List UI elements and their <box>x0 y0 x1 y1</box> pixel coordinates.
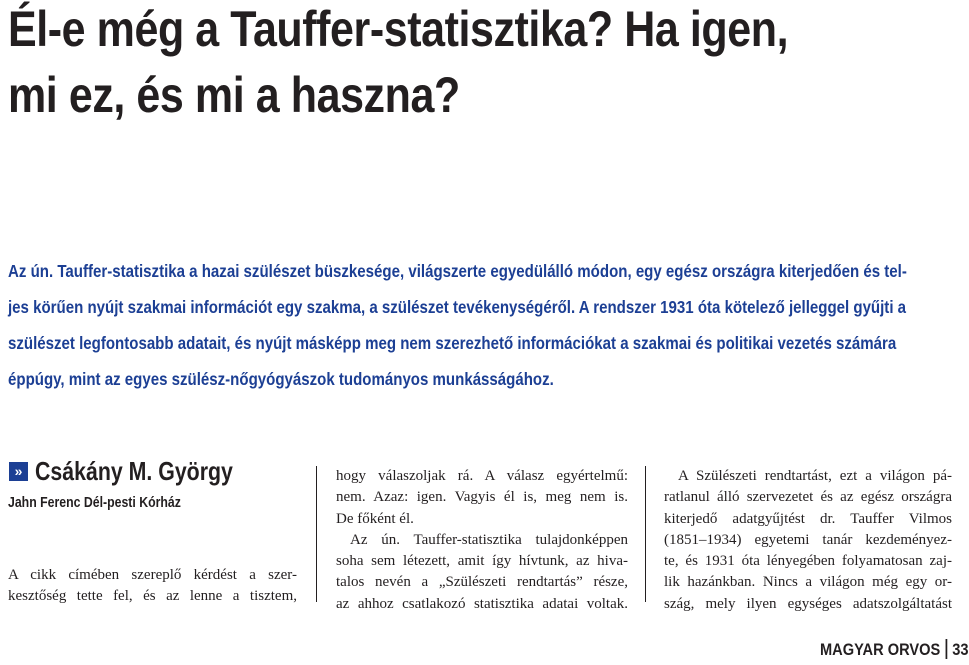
article-title <box>8 1 821 136</box>
lead-line: jes körűen nyújt szakmai információt egy szakma, a szülészet tevékenységéről. A rendszer 1931 óta kötelező jelleggel gyűjti a <box>8 297 907 317</box>
body-line: te, és 1931 óta lényegében folyamatosan zaj- <box>664 553 952 570</box>
body-line: A cikk címében szereplő kérdést a szer- <box>8 567 297 583</box>
lead-line: Az ún. Tauffer-statisztika a hazai szülészet büszkesége, világszerte egyedülálló módon, egy egész országra kiterjedően és tel- <box>8 261 907 281</box>
journal-name: MAGYAR ORVOS <box>820 640 941 659</box>
column-divider <box>316 466 317 602</box>
column-divider <box>645 466 646 602</box>
lead-paragraph <box>8 253 954 397</box>
body-line: De főként él. <box>336 510 414 527</box>
body-line: hogy válaszoljak rá. A válasz egyértelmű: <box>336 468 628 484</box>
footer-separator <box>945 639 947 659</box>
page-footer <box>820 639 969 661</box>
lead-line: szülészet legfontosabb adatait, és nyújt másképp meg nem szerezhető információkat a szakmai és politikai vezetés számára <box>8 333 897 353</box>
body-column-2 <box>336 466 628 615</box>
lead-line: éppúgy, mint az egyes szülész-nőgyógyászok tudományos munkásságához. <box>8 369 554 389</box>
author-affiliation: Jahn Ferenc Dél-pesti Kórház <box>8 494 181 511</box>
author-arrow-icon: » <box>9 462 28 481</box>
body-line: Az ún. Tauffer-statisztika tulajdonképpen <box>350 531 628 548</box>
body-line: nem. Azaz: igen. Vagyis él is, meg nem is. <box>336 489 628 506</box>
body-line: ratlanul álló szervezetet és az egész országra <box>664 489 952 506</box>
page-number: 33 <box>952 640 969 659</box>
title-line-1: Él-e még a Tauffer-statisztika? Ha igen, <box>8 1 789 57</box>
body-column-1 <box>8 565 297 608</box>
body-line: kiterjedő adatgyűjtést dr. Tauffer Vilmos <box>664 510 952 527</box>
body-line: lik hazánkban. Nincs a világon még egy or- <box>664 574 952 591</box>
body-line: soha sem létezett, amit így hívtunk, az hiva- <box>336 553 628 570</box>
author-name: Csákány M. György <box>35 456 233 486</box>
body-line: kesztőség tette fel, és az lenne a tisztem, <box>8 588 297 605</box>
body-column-3 <box>664 466 952 615</box>
body-line: A Szülészeti rendtartást, ezt a világon pá- <box>678 468 952 484</box>
title-line-2: mi ez, és mi a haszna? <box>8 67 460 123</box>
body-line: az ahhoz csatlakozó statisztika adatai voltak. <box>336 595 628 612</box>
body-line: (1851–1934) egyetemi tanár kezdeményez- <box>664 531 952 548</box>
body-line: talos nevén a „Szülészeti rendtartás” része, <box>336 574 628 591</box>
body-line: szág, mely ilyen egységes adatszolgáltatást <box>664 595 952 612</box>
